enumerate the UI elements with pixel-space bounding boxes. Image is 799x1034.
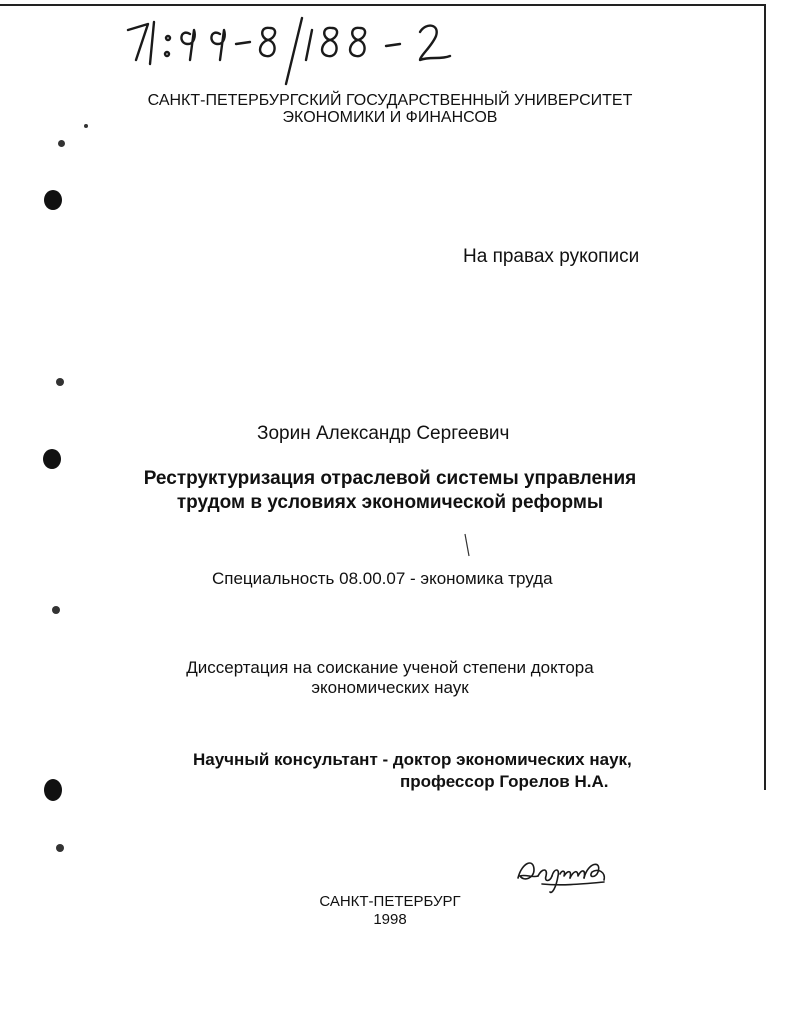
university-line-2: ЭКОНОМИКИ И ФИНАНСОВ — [282, 109, 498, 126]
punch-hole-1 — [44, 190, 62, 210]
scan-speck — [56, 844, 64, 852]
degree-line-1: Диссертация на соискание ученой степени доктора — [186, 658, 594, 677]
consultant-line-1: Научный консультант - доктор экономических наук, — [193, 750, 632, 769]
author-name: Зорин Александр Сергеевич — [257, 423, 510, 444]
punch-hole-2 — [43, 449, 61, 469]
university-line-1: САНКТ-ПЕТЕРБУРГСКИЙ ГОСУДАРСТВЕННЫЙ УНИВЕРСИТЕТ — [147, 92, 633, 109]
year: 1998 — [373, 911, 407, 928]
scan-speck — [56, 378, 64, 386]
title-line-1: Реструктуризация отраслевой системы управления — [143, 468, 637, 489]
city: САНКТ-ПЕТЕРБУРГ — [319, 893, 461, 910]
university-name — [0, 92, 780, 126]
scan-speck — [58, 140, 65, 147]
degree-statement — [0, 658, 780, 698]
author-signature — [512, 848, 612, 896]
pen-mark — [464, 533, 470, 557]
consultant-line-2: профессор Горелов Н.А. — [400, 772, 609, 791]
handwritten-archive-code — [120, 8, 480, 88]
degree-line-2: экономических наук — [311, 678, 469, 697]
punch-hole-3 — [44, 779, 62, 801]
title-line-2: трудом в условиях экономической реформы — [176, 492, 604, 513]
city-and-year — [0, 893, 780, 929]
dissertation-title — [0, 467, 780, 515]
manuscript-note: На правах рукописи — [463, 246, 640, 267]
scan-speck — [52, 606, 60, 614]
specialty: Специальность 08.00.07 - экономика труда — [212, 569, 553, 588]
scan-border-top — [0, 4, 766, 6]
